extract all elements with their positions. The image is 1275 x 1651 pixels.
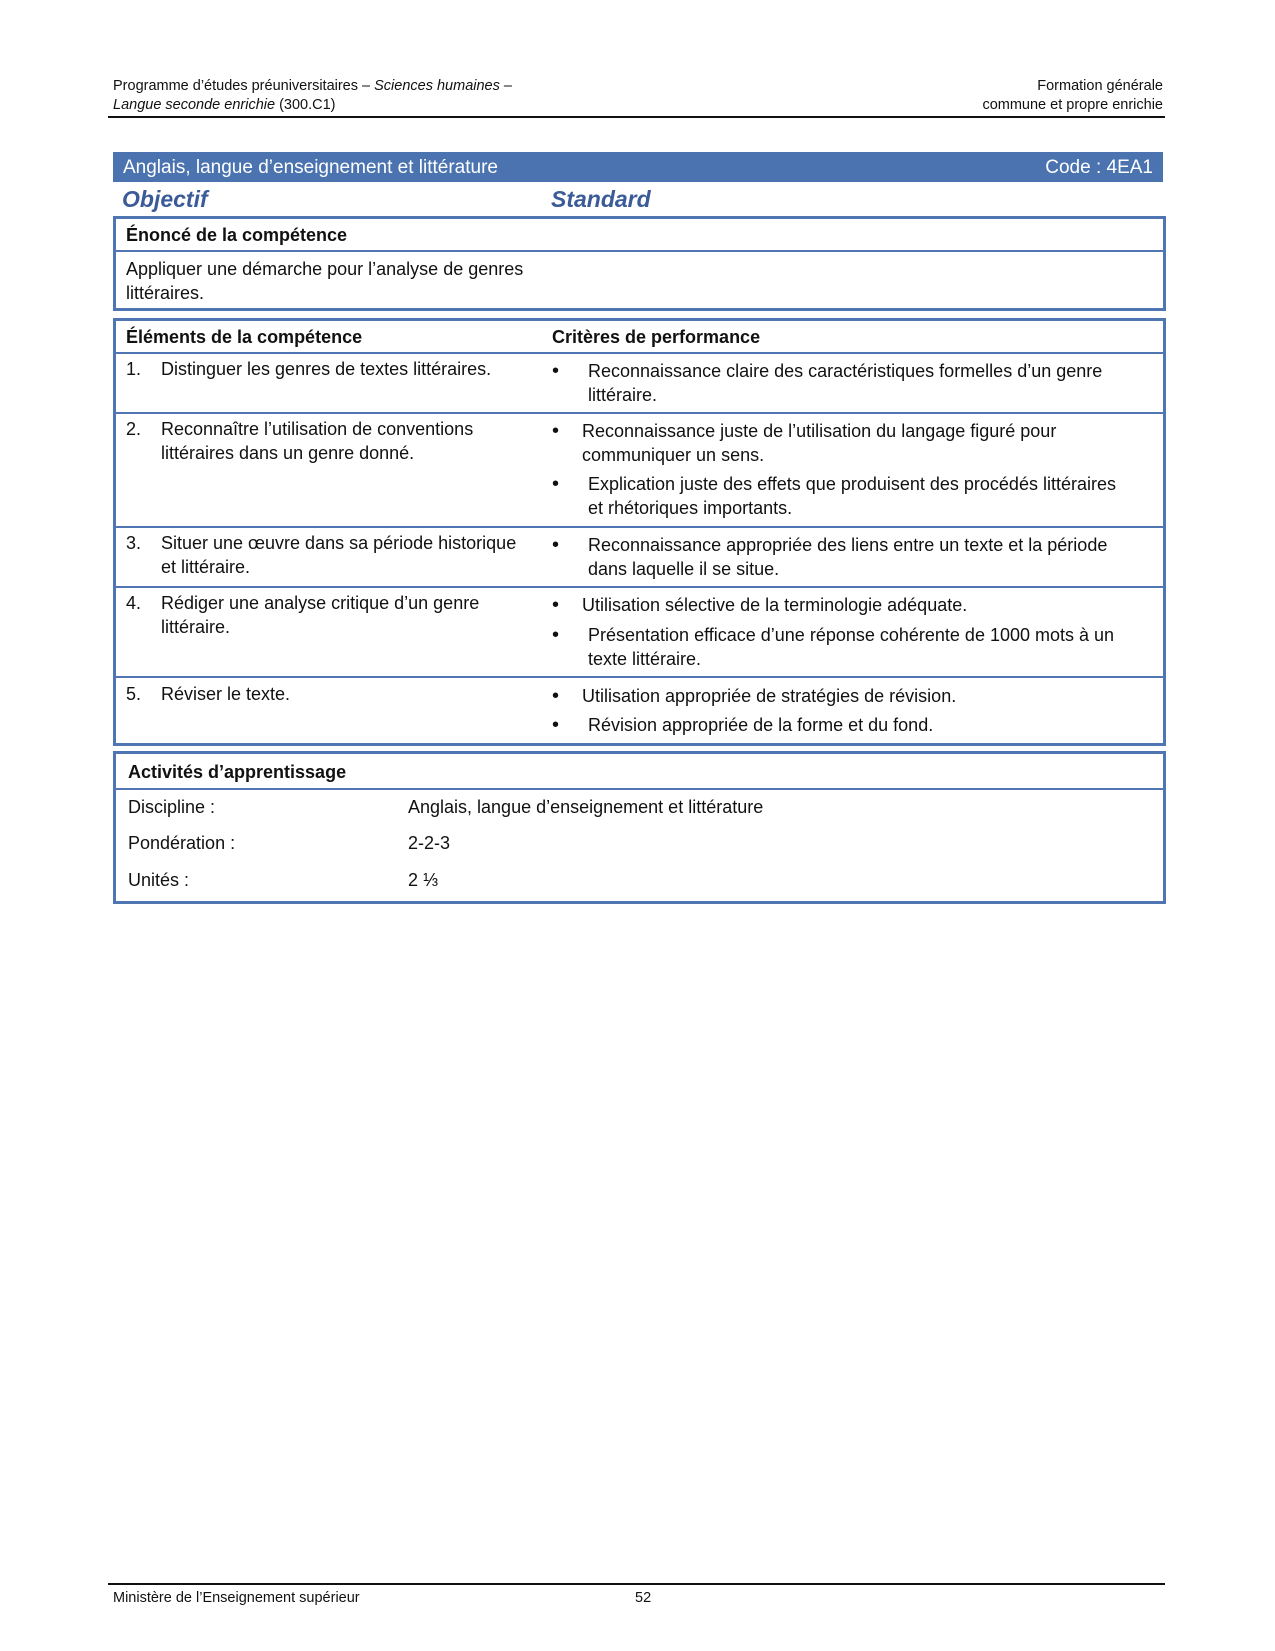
training-type bbox=[982, 77, 1163, 115]
program-code: (300.C1) bbox=[275, 97, 336, 113]
criteria-heading: Critères de performance bbox=[552, 327, 761, 347]
element-number: 2. bbox=[126, 419, 142, 439]
program-line-1 bbox=[113, 77, 512, 96]
competency-statement-text: Appliquer une démarche pour l’analyse de genres littéraires. bbox=[126, 259, 524, 303]
program-info bbox=[113, 77, 512, 115]
discipline-label: Discipline : bbox=[128, 797, 216, 817]
criterion-text: Reconnaissance claire des caractéristiques formelles d’un genre littéraire. bbox=[588, 361, 1103, 405]
bullet-icon bbox=[552, 533, 572, 557]
element-1 bbox=[126, 357, 531, 381]
criterion-5-2 bbox=[552, 713, 1122, 737]
header-rule bbox=[108, 116, 1165, 118]
element-3 bbox=[126, 531, 531, 579]
weighting-value: 2-2-3 bbox=[408, 833, 451, 853]
element-2 bbox=[126, 417, 531, 465]
element-number: 4. bbox=[126, 593, 142, 613]
training-type-line-1: Formation générale bbox=[1037, 78, 1163, 94]
criterion-text: Utilisation sélective de la terminologie adéquate. bbox=[582, 595, 968, 615]
competency-divider bbox=[116, 250, 1163, 252]
footer-ministry: Ministère de l’Enseignement supérieur bbox=[113, 1590, 360, 1606]
criterion-text: Reconnaissance juste de l’utilisation du langage figuré pour communiquer un sens. bbox=[582, 421, 1057, 465]
activities-heading: Activités d’apprentissage bbox=[128, 762, 347, 782]
standard-label: Standard bbox=[551, 186, 651, 212]
criterion-2-1 bbox=[552, 419, 1122, 467]
criterion-5-1 bbox=[552, 684, 1122, 708]
element-number: 3. bbox=[126, 533, 142, 553]
training-type-line-2: commune et propre enrichie bbox=[982, 97, 1163, 113]
element-text: Rédiger une analyse critique d’un genre littéraire. bbox=[161, 593, 480, 637]
criterion-3-1 bbox=[552, 533, 1122, 581]
activities-divider bbox=[116, 788, 1163, 790]
element-4 bbox=[126, 591, 531, 639]
page-number: 52 bbox=[635, 1590, 652, 1606]
element-text: Situer une œuvre dans sa période historique et littéraire. bbox=[161, 533, 517, 577]
elements-heading: Éléments de la compétence bbox=[126, 327, 363, 347]
criterion-text: Explication juste des effets que produisent des procédés littéraires et rhétoriques importants. bbox=[588, 474, 1116, 518]
competency-heading: Énoncé de la compétence bbox=[126, 225, 348, 245]
discipline-value: Anglais, langue d’enseignement et littérature bbox=[408, 797, 764, 817]
elements-box bbox=[113, 318, 1166, 746]
bullet-icon bbox=[552, 684, 572, 708]
element-text: Distinguer les genres de textes littéraires. bbox=[161, 359, 492, 379]
criterion-1-1 bbox=[552, 359, 1122, 407]
program-name: Programme d’études préuniversitaires – bbox=[113, 78, 375, 94]
program-dash: – bbox=[499, 78, 512, 94]
bullet-icon bbox=[552, 593, 572, 617]
course-title: Anglais, langue d’enseignement et littérature bbox=[123, 157, 498, 178]
criterion-text: Révision appropriée de la forme et du fond. bbox=[588, 715, 934, 735]
bullet-icon bbox=[552, 419, 572, 443]
bullet-icon bbox=[552, 472, 572, 496]
element-5 bbox=[126, 682, 531, 706]
element-number: 5. bbox=[126, 684, 142, 704]
objective-label: Objectif bbox=[122, 186, 208, 212]
program-field: Sciences humaines bbox=[374, 78, 500, 94]
bullet-icon bbox=[552, 623, 572, 647]
criterion-4-1 bbox=[552, 593, 1122, 617]
elements-divider bbox=[116, 352, 1163, 354]
footer-rule bbox=[108, 1583, 1165, 1585]
bullet-icon bbox=[552, 713, 572, 737]
row-divider bbox=[116, 676, 1163, 678]
program-profile: Langue seconde enrichie bbox=[113, 97, 276, 113]
bullet-icon bbox=[552, 359, 572, 383]
row-divider bbox=[116, 586, 1163, 588]
criterion-2-2 bbox=[552, 472, 1122, 520]
criterion-4-2 bbox=[552, 623, 1122, 671]
units-label: Unités : bbox=[128, 870, 190, 890]
units-value: 2 ⅓ bbox=[408, 870, 439, 890]
element-text: Réviser le texte. bbox=[161, 684, 291, 704]
element-text: Reconnaître l’utilisation de conventions littéraires dans un genre donné. bbox=[161, 419, 474, 463]
row-divider bbox=[116, 412, 1163, 414]
course-code: Code : 4EA1 bbox=[1045, 157, 1153, 178]
competency-statement bbox=[126, 257, 526, 305]
criterion-text: Reconnaissance appropriée des liens entre un texte et la période dans laquelle il se situe. bbox=[588, 535, 1108, 579]
row-divider bbox=[116, 526, 1163, 528]
element-number: 1. bbox=[126, 359, 142, 379]
page-header bbox=[113, 77, 1163, 117]
weighting-label: Pondération : bbox=[128, 833, 236, 853]
course-title-bar bbox=[113, 152, 1163, 182]
activities-box bbox=[113, 751, 1166, 904]
competency-box bbox=[113, 216, 1166, 311]
criterion-text: Utilisation appropriée de stratégies de révision. bbox=[582, 686, 957, 706]
criterion-text: Présentation efficace d’une réponse cohérente de 1000 mots à un texte littéraire. bbox=[588, 625, 1115, 669]
program-line-2 bbox=[113, 96, 512, 115]
